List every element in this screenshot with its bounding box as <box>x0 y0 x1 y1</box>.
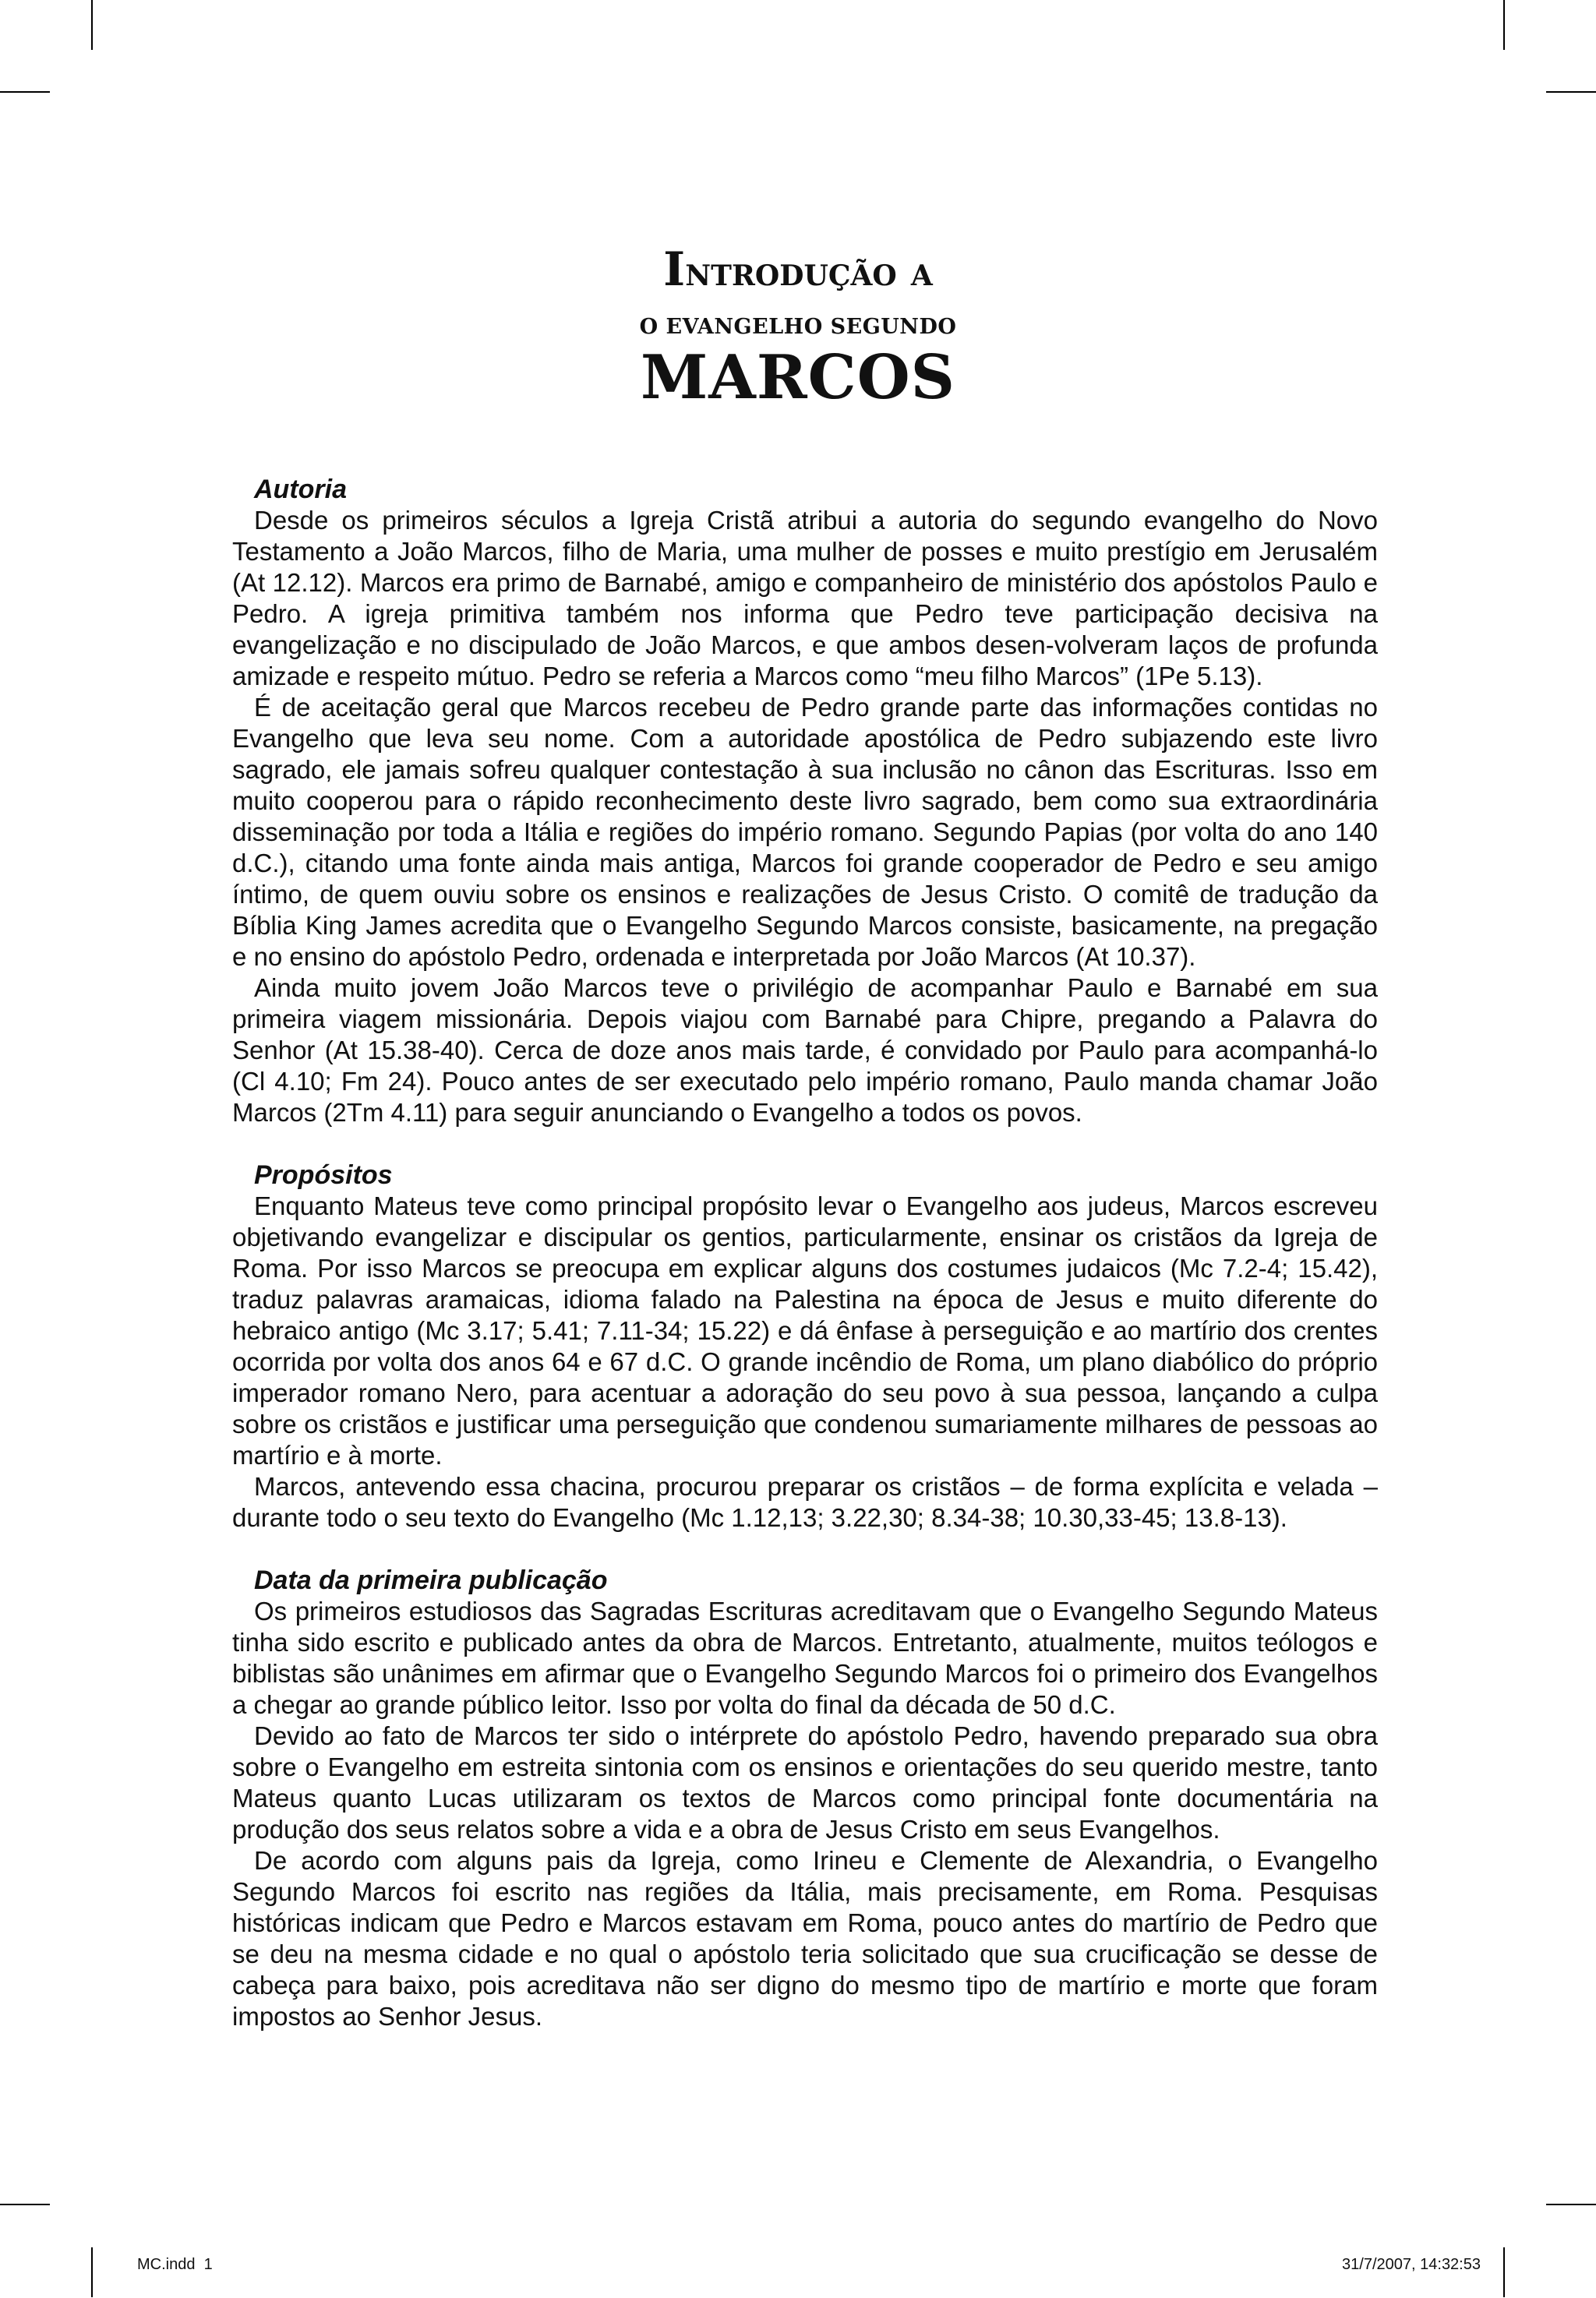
section-autoria <box>232 474 1378 1128</box>
paragraph: De acordo com alguns pais da Igreja, como Irineu e Clemente de Alexandria, o Evangelho Segundo Marcos foi escrito nas regiões da Itália, mais precisamente, em Roma. Pesquisas históricas indicam que Pedro e Marcos estavam em Roma, pouco antes do martírio de Pedro que se deu na mesma cidade e no qual o apóstolo teria solicitado que sua crucificação se desse de cabeça para baixo, pois acreditava não ser digno do mesmo tipo de martírio e morte que foram impostos ao Senhor Jesus. <box>232 1846 1378 2031</box>
crop-mark-top-right <box>1503 0 1505 50</box>
title-intro-initial: I <box>663 242 686 297</box>
title-block <box>0 234 1596 413</box>
crop-mark-top-left-h <box>0 91 50 93</box>
paragraph: Ainda muito jovem João Marcos teve o privilégio de acompanhar Paulo e Barnabé em sua primeira viagem missionária. Depois viajou com Barnabé para Chipre, pregando a Palavra do Senhor (At 15.38-40). Cerca de doze anos mais tarde, é convidado por Paulo para acompanhá-lo (Cl 4.10; Fm 24). Pouco antes de ser executado pelo império romano, Paulo manda chamar João Marcos (2Tm 4.11) para seguir anunciando o Evangelho a todos os povos. <box>232 973 1378 1127</box>
crop-mark-bottom-right <box>1503 2247 1505 2297</box>
title-subtitle: O EVANGELHO SEGUNDO <box>639 315 957 339</box>
crop-mark-bottom-left-h <box>0 2204 50 2205</box>
crop-mark-bottom-left <box>91 2247 93 2297</box>
document-body <box>232 474 1378 2063</box>
section-data-publicacao <box>232 1565 1378 2032</box>
footer-page: 1 <box>203 2256 213 2273</box>
paragraph: É de aceitação geral que Marcos recebeu de Pedro grande parte das informações contidas no Evangelho que leva seu nome. Com a autoridade apostólica de Pedro subjazendo este livro sagrado, ele jamais sofreu qualquer contestação à sua inclusão no cânon das Escrituras. Isso em muito cooperou para o rápido reconhecimento deste livro sagrado, bem como sua extraordinária disseminação por toda a Itália e regiões do império romano. Segundo Papias (por volta do ano 140 d.C.), citando uma fonte ainda mais antiga, Marcos foi grande cooperador de Pedro e seu amigo íntimo, de quem ouviu sobre os ensinos e realizações de Jesus Cristo. O comitê de tradução da Bíblia King James acredita que o Evangelho Segundo Marcos consiste, basicamente, na pregação e no ensino do apóstolo Pedro, ordenada e interpretada por João Marcos (At 10.37). <box>232 693 1378 971</box>
title-intro-rest: ntrodução a <box>685 248 933 295</box>
title-book: MARCOS <box>640 342 956 413</box>
paragraph: Enquanto Mateus teve como principal propósito levar o Evangelho aos judeus, Marcos escreveu objetivando evangelizar e discipular os gentios, particularmente, ensinar os cristãos da Igreja de Roma. Por isso Marcos se preocupa em explicar alguns dos costumes judaicos (Mc 7.2-4; 15.42), traduz palavras aramaicas, idioma falado na Palestina na época de Jesus e muito diferente do hebraico antigo (Mc 3.17; 5.41; 7.11-34; 15.22) e dá ênfase à perseguição e ao martírio dos crentes ocorrida por volta dos anos 64 e 67 d.C. O grande incêndio de Roma, um plano diabólico do próprio imperador romano Nero, para acentuar a adoração do seu povo à sua pessoa, lançando a culpa sobre os cristãos e justificar uma perseguição que condenou sumariamente milhares de pessoas ao martírio e à morte. <box>232 1191 1378 1470</box>
section-heading: Propósitos <box>254 1160 393 1190</box>
footer-filename: MC.indd <box>137 2256 196 2273</box>
section-heading: Data da primeira publicação <box>254 1566 608 1595</box>
paragraph: Devido ao fato de Marcos ter sido o intérprete do apóstolo Pedro, havendo preparado sua obra sobre o Evangelho em estreita sintonia com os ensinos e orientações do seu querido mestre, tanto Mateus quanto Lucas utilizaram os textos de Marcos como principal fonte documentária na produção dos seus relatos sobre a vida e a obra de Jesus Cristo em seus Evangelhos. <box>232 1721 1378 1844</box>
crop-mark-top-right-h <box>1546 91 1596 93</box>
paragraph: Marcos, antevendo essa chacina, procurou preparar os cristãos – de forma explícita e velada – durante todo o seu texto do Evangelho (Mc 1.12,13; 3.22,30; 8.34-38; 10.30,33-45; 13.8-13). <box>232 1472 1378 1532</box>
footer-file <box>137 2256 213 2274</box>
crop-mark-top-left <box>91 0 93 50</box>
section-propositos <box>232 1160 1378 1534</box>
crop-mark-bottom-right-h <box>1546 2204 1596 2205</box>
title-intro <box>0 242 1596 298</box>
footer-timestamp: 31/7/2007, 14:32:53 <box>1342 2256 1481 2273</box>
paragraph: Os primeiros estudiosos das Sagradas Escrituras acreditavam que o Evangelho Segundo Mateus tinha sido escrito e publicado antes da obra de Marcos. Entretanto, atualmente, muitos teólogos e biblistas são unânimes em afirmar que o Evangelho Segundo Marcos foi o primeiro dos Evangelhos a chegar ao grande público leitor. Isso por volta do final da década de 50 d.C. <box>232 1597 1378 1719</box>
section-heading: Autoria <box>254 475 347 504</box>
paragraph: Desde os primeiros séculos a Igreja Cristã atribui a autoria do segundo evangelho do Novo Testamento a João Marcos, filho de Maria, uma mulher de posses e muito prestígio em Jerusalém (At 12.12). Marcos era primo de Barnabé, amigo e companheiro de ministério dos apóstolos Paulo e Pedro. A igreja primitiva também nos informa que Pedro teve participação decisiva na evangelização e no discipulado de João Marcos, e que ambos desen-volveram laços de profunda amizade e respeito mútuo. Pedro se referia a Marcos como “meu filho Marcos” (1Pe 5.13). <box>232 506 1378 690</box>
